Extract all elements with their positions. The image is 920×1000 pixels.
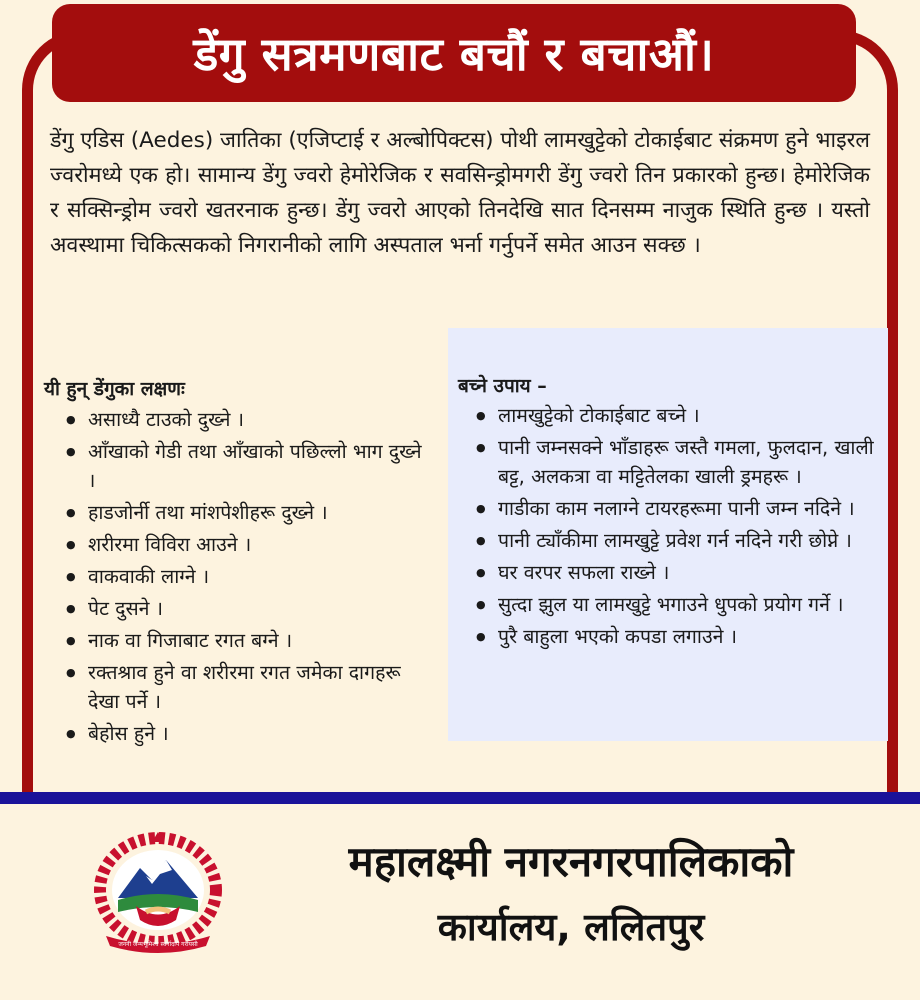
symptoms-list	[58, 405, 430, 751]
list-item: ● गाडीका काम नलाग्ने टायरहरूमा पानी जम्न नदिने ।	[468, 494, 888, 523]
title-banner	[52, 4, 856, 102]
list-item: ● पानी जम्नसक्ने भाँडाहरू जस्तै गमला, फुलदान, खाली बट्ट, अलकत्रा वा मट्टितेलका खाली ड्रमहरू ।	[468, 433, 888, 491]
list-item: ● वाकवाकी लाग्ने ।	[58, 562, 430, 591]
prevention-heading: बच्ने उपाय –	[458, 375, 547, 397]
list-item: ● हाडजोर्नी तथा मांशपेशीहरू दुख्ने ।	[58, 498, 430, 527]
list-item: ● रक्तश्राव हुने वा शरीरमा रगत जमेका दागहरू देखा पर्ने ।	[58, 658, 430, 716]
symptoms-heading: यी हुन् डेंगुका लक्षणः	[44, 378, 185, 400]
list-item: ● बेहोस हुने ।	[58, 719, 430, 748]
list-item: ● आँखाको गेडी तथा आँखाको पछिल्लो भाग दुख्ने ।	[58, 437, 430, 495]
list-item: ● शरीरमा विविरा आउने ।	[58, 530, 430, 559]
list-item: ● नाक वा गिजाबाट रगत बग्ने ।	[58, 626, 430, 655]
list-item: ● लामखुट्टेको टोकाईबाट बच्ने ।	[468, 401, 888, 430]
nepal-emblem-icon	[88, 828, 228, 953]
list-item: ● पानी ट्याँकीमा लामखुट्टे प्रवेश गर्न नदिने गरी छोप्ने ।	[468, 526, 888, 555]
emblem-motto: जननी जन्मभूमिश्च स्वर्गादपि गरीयसी	[118, 941, 198, 948]
list-item: ● सुत्दा झुल या लामखुट्टे भगाउने धुपको प्रयोग गर्ने ।	[468, 590, 888, 619]
intro-paragraph: डेंगु एडिस (Aedes) जातिका (एजिप्टाई र अल्बोपिक्टस) पोथी लामखुट्टेको टोकाईबाट संक्रमण हुने भाइरल ज्वरोमध्ये एक हो। सामान्य डेंगु ज्वरो हेमोरेजिक र सवसिन्ड्रोमगरी डेंगु ज्वरो तिन प्रकारको हुन्छ। हेमोरेजिक र सक्सिन्ड्रोम ज्वरो खतरनाक हुन्छ। डेंगु ज्वरो आएको तिनदेखि सात दिनसम्म नाजुक स्थिति हुन्छ । यस्तो अवस्थामा चिकित्सकको निगरानीको लागि अस्पताल भर्ना गर्नुपर्ने समेत आउन सक्छ ।	[50, 128, 870, 258]
poster-title: डेंगु सत्रमणबाट बचौं र बचाऔं।	[193, 27, 715, 81]
list-item: ● असाध्यै टाउको दुख्ने ।	[58, 405, 430, 434]
office-location: कार्यालय, ललितपुर	[437, 905, 705, 949]
list-item: ● पुरै बाहुला भएको कपडा लगाउने ।	[468, 622, 888, 651]
list-item: ● पेट दुसने ।	[58, 594, 430, 623]
divider-band	[0, 792, 920, 804]
prevention-list	[468, 401, 888, 654]
office-name: महालक्ष्मी नगरनगरपालिकाको	[348, 837, 794, 886]
list-item: ● घर वरपर सफला राख्ने ।	[468, 558, 888, 587]
